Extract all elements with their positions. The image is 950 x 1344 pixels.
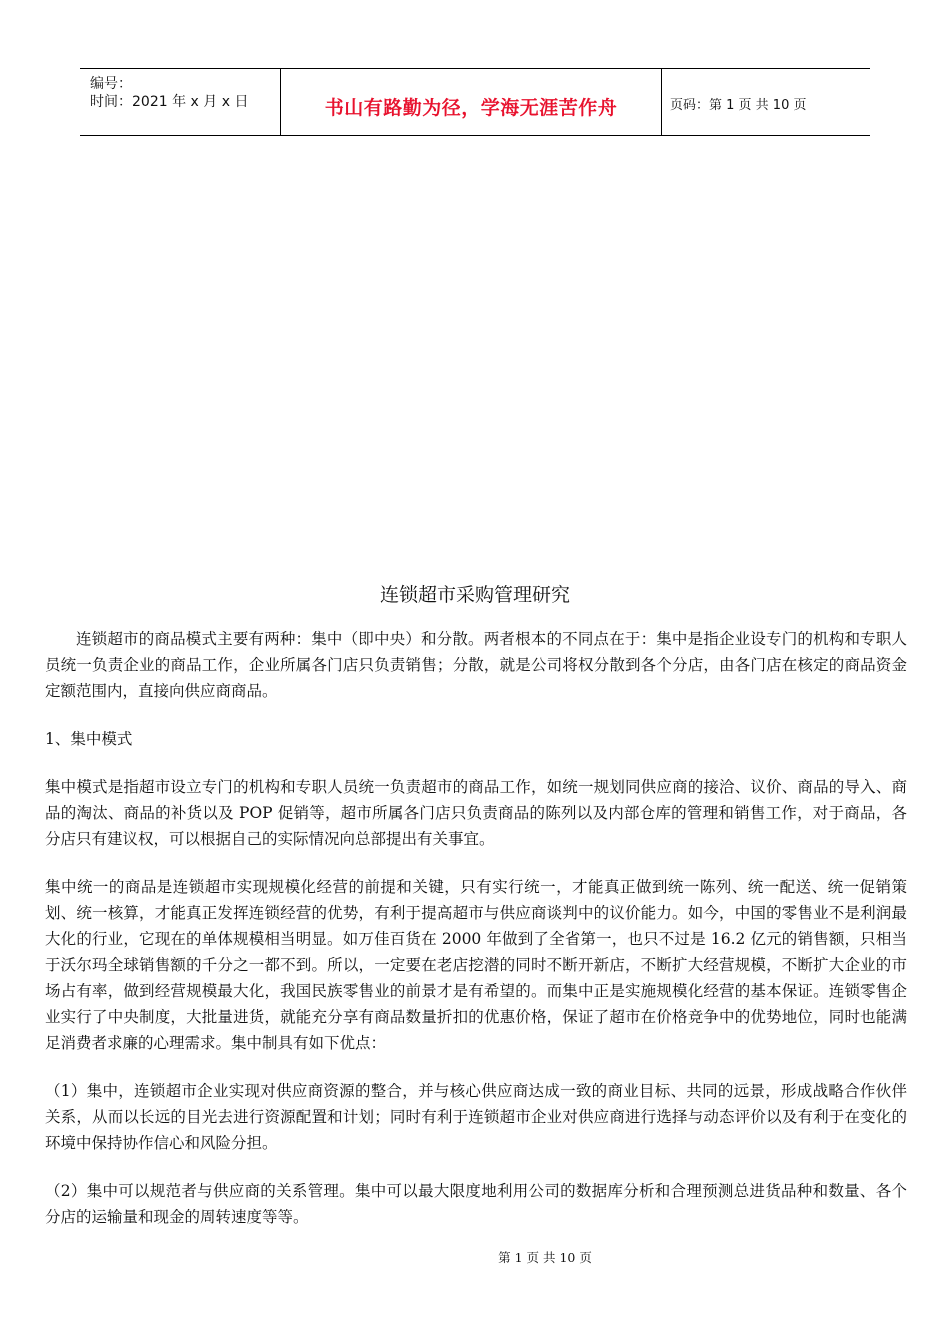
page-footer: 第 1 页 共 10 页 bbox=[498, 1250, 592, 1265]
header-motto: 书山有路勤为径，学海无涯苦作舟 bbox=[324, 97, 618, 119]
document-number-label: 编号： bbox=[90, 76, 132, 92]
section-heading: 1、集中模式 bbox=[45, 730, 133, 748]
document-body bbox=[45, 626, 907, 1252]
document-date: 时间：2021 年 x 月 x 日 bbox=[90, 94, 249, 110]
paragraph: 集中统一的商品是连锁超市实现规模化经营的前提和关键，只有实行统一，才能真正做到统一陈列、统一配送、统一促销策划、统一核算，才能真正发挥连锁经营的优势，有利于提高超市与供应商谈判中的议价能力。如今，中国的零售业不是利润最大化的行业，它现在的单体规模相当明显。如万佳百货在 2000 年做到了全省第一，也只不过是 16.2 亿元的销售额，只相当于沃尔玛全球销售额的千分之一都不到。所以，一定要在老店挖潜的同时不断开新店，不断扩大经营规模，不断扩大企业的市场占有率，做到经营规模最大化，我国民族零售业的前景才是有希望的。而集中正是实施规模化经营的基本保证。连锁零售企业实行了中央制度，大批量进货，就能充分享有商品数量折扣的优惠价格，保证了超市在价格竞争中的优势地位，同时也能满足消费者求廉的心理需求。集中制具有如下优点： bbox=[45, 878, 907, 1052]
document-header bbox=[80, 68, 870, 136]
header-right-cell bbox=[662, 69, 870, 135]
header-page-info: 页码：第 1 页 共 10 页 bbox=[670, 98, 807, 113]
paragraph-point-1: （1）集中，连锁超市企业实现对供应商资源的整合，并与核心供应商达成一致的商业目标、共同的远景，形成战略合作伙伴关系，从而以长远的目光去进行资源配置和计划；同时有利于连锁超市企业对供应商进行选择与动态评价以及有利于在变化的环境中保持协作信心和风险分担。 bbox=[45, 1082, 907, 1152]
header-middle-cell bbox=[281, 69, 662, 135]
paragraph-point-2: （2）集中可以规范者与供应商的关系管理。集中可以最大限度地利用公司的数据库分析和合理预测总进货品种和数量、各个分店的运输量和现金的周转速度等等。 bbox=[45, 1182, 907, 1226]
document-title: 连锁超市采购管理研究 bbox=[379, 584, 570, 606]
paragraph: 集中模式是指超市设立专门的机构和专职人员统一负责超市的商品工作，如统一规划同供应商的接洽、议价、商品的导入、商品的淘汰、商品的补货以及 POP 促销等，超市所属各门店只负责商品的陈列以及内部仓库的管理和销售工作，对于商品，各分店只有建议权，可以根据自己的实际情况向总部提出有关事宜。 bbox=[45, 778, 907, 848]
paragraph-intro: 连锁超市的商品模式主要有两种：集中（即中央）和分散。两者根本的不同点在于：集中是指企业设专门的机构和专职人员统一负责企业的商品工作，企业所属各门店只负责销售；分散，就是公司将权分散到各个分店，由各门店在核定的商品资金定额范围内，直接向供应商商品。 bbox=[45, 630, 907, 700]
header-left-cell bbox=[80, 69, 281, 135]
